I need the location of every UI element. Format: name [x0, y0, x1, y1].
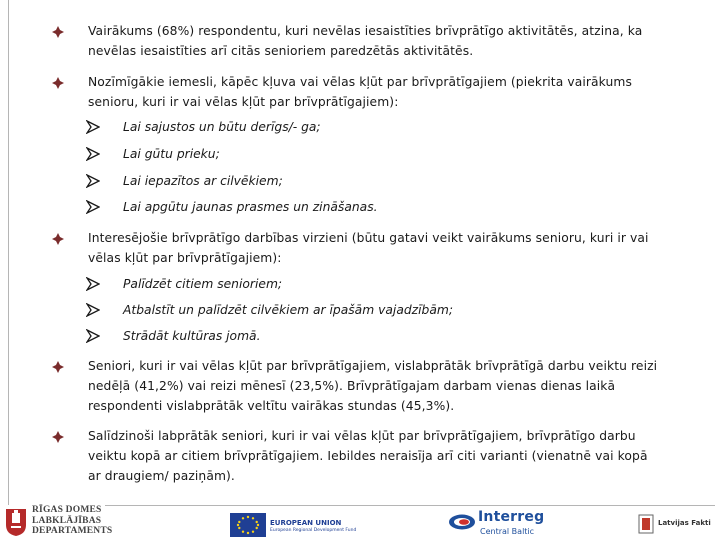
- bullet-diamond-icon: [52, 26, 64, 38]
- arrow-bullet-icon: [86, 174, 100, 188]
- riga-coat-of-arms-icon: [4, 507, 28, 537]
- bullet-2-text: Nozīmīgākie iemesli, kāpēc kļuva vai vēlas kļūt par brīvprātīgajiem (piekrita vairākums senioru, kuri ir vai vēlas kļūt par brīvprātīgajiem):: [88, 75, 632, 109]
- sub-item: Atbalstīt un palīdzēt cilvēkiem ar īpašām vajadzībām;: [123, 303, 454, 317]
- arrow-bullet-icon: [86, 277, 100, 291]
- riga-logo-line: LABKLĀJĪBAS: [32, 515, 102, 526]
- latvijas-fakti-name: Latvijas Fakti: [658, 519, 711, 527]
- sub-item: Palīdzēt citiem senioriem;: [123, 277, 283, 291]
- bullet-diamond-icon: [52, 233, 64, 245]
- sub-item: Lai sajustos un būtu derīgs/- ga;: [123, 120, 321, 134]
- bullet-diamond-icon: [52, 361, 64, 373]
- eu-label: EUROPEAN UNION: [270, 519, 342, 527]
- bullet-5-text: Salīdzinoši labprātāk seniori, kuri ir vai vēlas kļūt par brīvprātīgajiem, brīvprātīgo darbu veiktu kopā ar citiem brīvprātīgajiem. Iebildes neraisīja arī citi varianti (vienatnē vai kopā ar draugiem/ paziņām).: [88, 429, 648, 483]
- riga-logo-line: RĪGAS DOMES: [32, 505, 102, 515]
- bullet-3-text: Interesējošie brīvprātīgo darbības virzieni (būtu gatavi veikt vairākums senioru, kuri ir vai vēlas kļūt par brīvprātīgajiem):: [88, 231, 649, 265]
- arrow-bullet-icon: [86, 303, 100, 317]
- bullet-diamond-icon: [52, 431, 64, 443]
- eu-logo: [230, 513, 357, 539]
- sub-item: Lai apgūtu jaunas prasmes un zināšanas.: [123, 200, 378, 214]
- left-border-line: [8, 0, 9, 505]
- interreg-logo: [448, 511, 548, 539]
- eu-sub: European Regional Development Fund: [270, 528, 357, 533]
- riga-logo-line: DEPARTAMENTS: [32, 526, 113, 536]
- sub-item: Lai gūtu prieku;: [123, 147, 220, 161]
- latvijas-fakti-mark-icon: [638, 513, 654, 535]
- arrow-bullet-icon: [86, 120, 100, 134]
- sub-item: Lai iepazītos ar cilvēkiem;: [123, 174, 283, 188]
- eu-flag-icon: [230, 513, 266, 537]
- interreg-mark-icon: [448, 513, 476, 531]
- bullet-1-text: Vairākums (68%) respondentu, kuri nevēlas iesaistīties brīvprātīgo aktivitātēs, atzina, ka nevēlas iesaistīties arī citās senioriem paredzētās aktivitātēs.: [88, 24, 643, 58]
- arrow-bullet-icon: [86, 329, 100, 343]
- interreg-sub: Central Baltic: [480, 527, 535, 536]
- riga-welfare-logo: [4, 505, 113, 540]
- latvijas-fakti-logo: [638, 513, 718, 537]
- arrow-bullet-icon: [86, 200, 100, 214]
- bullet-4-text: Seniori, kuri ir vai vēlas kļūt par brīvprātīgajiem, vislabprātāk brīvprātīgā darbu veiktu reizi nedēļā (41,2%) vai reizi mēnesī (23,5%). Brīvprātīgajam darbam vienas dienas laikā respondenti vislabprātāk veltītu vairākas stundas (45,3%).: [88, 359, 658, 413]
- footer-logos: [0, 505, 720, 540]
- arrow-bullet-icon: [86, 147, 100, 161]
- bullet-diamond-icon: [52, 77, 64, 89]
- interreg-name: Interreg: [478, 509, 545, 525]
- sub-item: Strādāt kultūras jomā.: [123, 329, 261, 343]
